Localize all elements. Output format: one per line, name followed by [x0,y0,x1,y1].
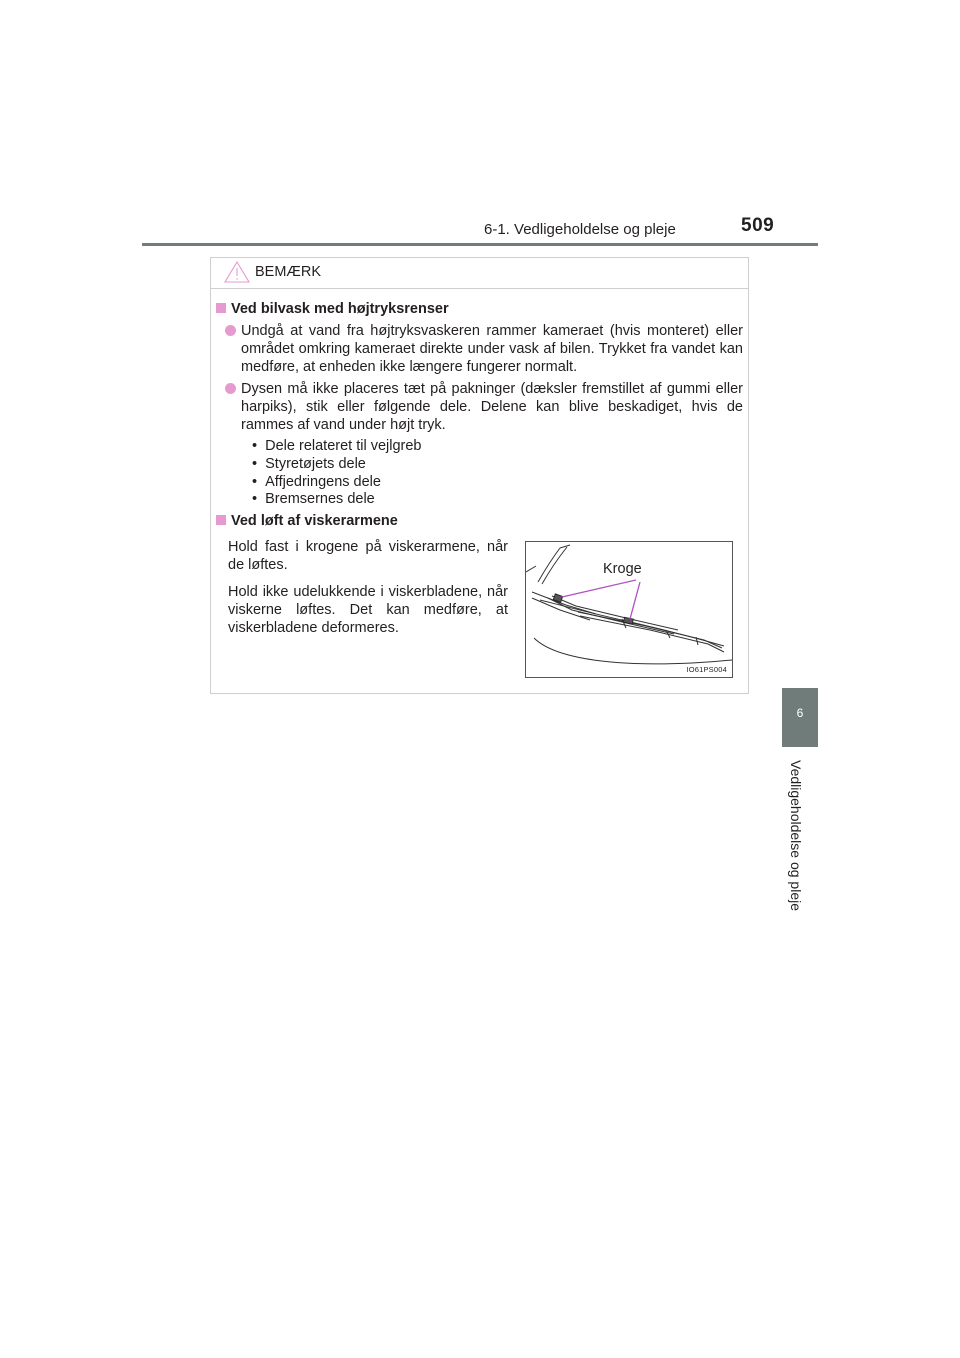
section-heading [216,513,398,529]
figure-label: Kroge [603,561,642,577]
list-item [241,322,743,376]
sub-list-item: • Styretøjets dele [252,455,366,472]
circle-bullet-icon [225,325,236,336]
section-heading-text: Ved løft af viskerarmene [231,513,398,529]
sub-list [252,438,422,509]
sub-list-item-text: Bremsernes dele [265,491,375,508]
sub-list-item-text: Dele relateret til vejlgreb [265,438,422,454]
notice-header [211,258,748,289]
header-rule [142,243,818,246]
chapter-tab[interactable] [782,688,818,747]
sub-list-item-text: Styretøjets dele [265,455,366,472]
warning-triangle-icon [224,261,250,283]
figure-code: IO61PS004 [686,665,727,674]
sub-list-item-text: Affjedringens dele [265,473,381,490]
section-heading [216,301,449,317]
square-bullet-icon [216,303,226,313]
sub-list-item: • Affjedringens dele [252,473,381,490]
list-item-text: Dysen må ikke placeres tæt på pakninger (dæksler fremstillet af gummi eller harpiks), stik eller følgende dele. Delene kan blive beskadiget, hvis de rammes af vand under højt tryk. [241,381,743,433]
paragraph: Hold fast i krogene på viskerarmene, når de løftes. [228,539,508,573]
circle-bullet-icon [225,383,236,394]
notice-box [210,257,749,694]
notice-title: BEMÆRK [255,264,322,280]
section-heading-text: Ved bilvask med højtryksrenser [231,301,449,317]
list-item [241,380,743,434]
paragraph: Hold ikke udelukkende i viskerbladene, når viskerne løftes. Det kan medføre, at viskerbladene deformeres. [228,584,508,636]
square-bullet-icon [216,515,226,525]
page-number: 509 [741,215,775,236]
section-title: 6-1. Vedligeholdelse og pleje [484,221,676,238]
wiper-illustration [525,541,733,678]
list-item-text: Undgå at vand fra højtryksvaskeren rammer kameraet (hvis monteret) eller området omkring kameraet direkte under vask af bilen. Trykket fra vandet kan medføre, at enheden ikke længere fungerer normalt. [241,323,743,375]
chapter-number: 6 [796,706,804,720]
sub-list-item: • Dele relateret til vejlgreb [252,438,422,454]
chapter-label: Vedligeholdelse og pleje [788,760,804,912]
sub-list-item: • Bremsernes dele [252,491,375,508]
